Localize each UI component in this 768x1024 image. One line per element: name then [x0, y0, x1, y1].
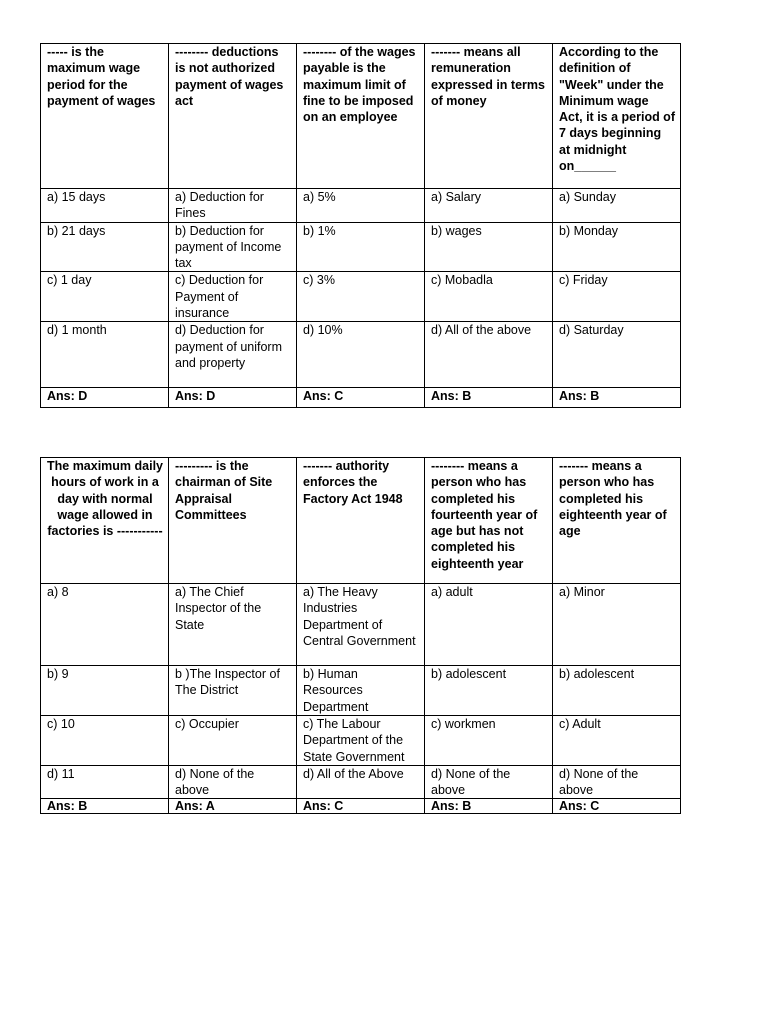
answer-cell: Ans: C [553, 799, 681, 814]
option-row-c [41, 272, 681, 322]
option-cell: a) Salary [425, 189, 553, 223]
option-row-d [41, 765, 681, 799]
question-cell: -------- means a person who has completed his fourteenth year of age but has not completed his eighteenth year [425, 458, 553, 584]
option-cell: d) All of the Above [297, 765, 425, 799]
option-cell: b) adolescent [553, 666, 681, 716]
option-row-b [41, 666, 681, 716]
option-cell: a) Minor [553, 584, 681, 666]
option-cell: b) 9 [41, 666, 169, 716]
answer-row [41, 388, 681, 408]
mcq-table-1 [40, 43, 681, 408]
option-cell: a) 8 [41, 584, 169, 666]
option-cell: b )The Inspector of The District [169, 666, 297, 716]
question-cell: ------- authority enforces the Factory Act 1948 [297, 458, 425, 584]
option-cell: c) 10 [41, 716, 169, 766]
mcq-table-2 [40, 457, 681, 814]
option-cell: c) The Labour Department of the State Government [297, 716, 425, 766]
question-cell: -------- deductions is not authorized payment of wages act [169, 44, 297, 189]
option-cell: d) None of the above [553, 765, 681, 799]
option-cell: c) Friday [553, 272, 681, 322]
option-cell: a) The Heavy Industries Department of Central Government [297, 584, 425, 666]
option-cell: d) 11 [41, 765, 169, 799]
option-cell: d) 1 month [41, 322, 169, 388]
option-cell: b) Deduction for payment of Income tax [169, 222, 297, 272]
option-cell: d) 10% [297, 322, 425, 388]
option-cell: b) Human Resources Department [297, 666, 425, 716]
option-row-a [41, 584, 681, 666]
option-cell: c) 3% [297, 272, 425, 322]
answer-row [41, 799, 681, 814]
option-cell: d) All of the above [425, 322, 553, 388]
option-cell: c) Deduction for Payment of insurance [169, 272, 297, 322]
question-row [41, 44, 681, 189]
answer-cell: Ans: D [169, 388, 297, 408]
question-cell: The maximum daily hours of work in a day with normal wage allowed in factories is ----------- [41, 458, 169, 584]
option-row-a [41, 189, 681, 223]
answer-cell: Ans: B [425, 799, 553, 814]
answer-cell: Ans: C [297, 799, 425, 814]
question-cell: -------- of the wages payable is the maximum limit of fine to be imposed on an employee [297, 44, 425, 189]
option-cell: d) Deduction for payment of uniform and property [169, 322, 297, 388]
question-cell: --------- is the chairman of Site Appraisal Committees [169, 458, 297, 584]
option-cell: a) Deduction for Fines [169, 189, 297, 223]
question-cell: According to the definition of "Week" under the Minimum wage Act, it is a period of 7 days beginning at midnight on______ [553, 44, 681, 189]
option-cell: c) Adult [553, 716, 681, 766]
answer-cell: Ans: A [169, 799, 297, 814]
option-cell: b) 21 days [41, 222, 169, 272]
answer-cell: Ans: D [41, 388, 169, 408]
option-cell: c) 1 day [41, 272, 169, 322]
question-cell: ------- means a person who has completed his eighteenth year of age [553, 458, 681, 584]
option-cell: a) Sunday [553, 189, 681, 223]
option-row-d [41, 322, 681, 388]
option-cell: a) The Chief Inspector of the State [169, 584, 297, 666]
answer-cell: Ans: C [297, 388, 425, 408]
option-cell: a) 15 days [41, 189, 169, 223]
option-cell: a) adult [425, 584, 553, 666]
answer-cell: Ans: B [41, 799, 169, 814]
option-cell: b) Monday [553, 222, 681, 272]
option-cell: b) 1% [297, 222, 425, 272]
option-cell: c) Mobadla [425, 272, 553, 322]
option-cell: d) None of the above [425, 765, 553, 799]
option-row-c [41, 716, 681, 766]
answer-cell: Ans: B [425, 388, 553, 408]
question-cell: ------- means all remuneration expressed in terms of money [425, 44, 553, 189]
question-cell: ----- is the maximum wage period for the payment of wages [41, 44, 169, 189]
option-cell: b) wages [425, 222, 553, 272]
option-cell: a) 5% [297, 189, 425, 223]
option-cell: c) workmen [425, 716, 553, 766]
answer-cell: Ans: B [553, 388, 681, 408]
option-cell: c) Occupier [169, 716, 297, 766]
option-cell: d) None of the above [169, 765, 297, 799]
question-row [41, 458, 681, 584]
option-cell: d) Saturday [553, 322, 681, 388]
option-row-b [41, 222, 681, 272]
option-cell: b) adolescent [425, 666, 553, 716]
